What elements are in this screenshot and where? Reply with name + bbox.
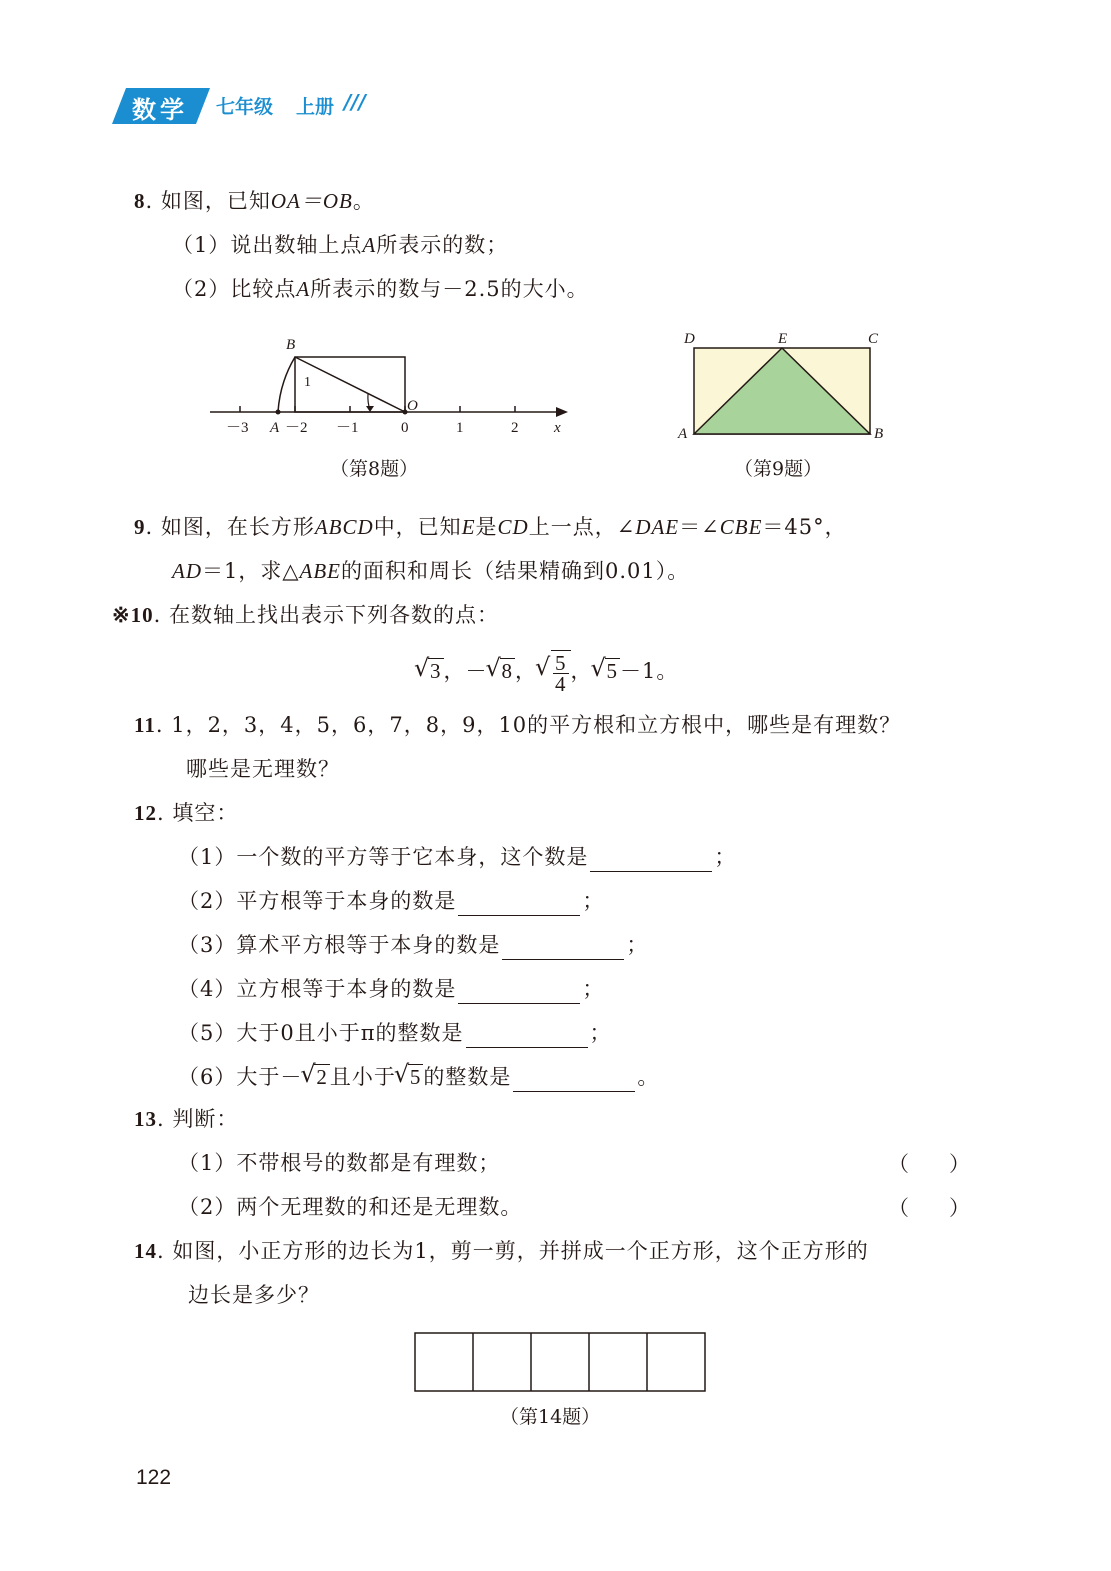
- q9-line1: 9. 如图，在长方形ABCD中，已知E是CD上一点，∠DAE＝∠CBE＝45°，: [134, 515, 847, 539]
- q11-line2: [186, 754, 340, 784]
- q9-t8: DAE: [635, 515, 680, 539]
- q13-answer-1[interactable]: [888, 1148, 970, 1178]
- q8-stem-text: 如图，已知: [160, 189, 271, 213]
- label-1: 1: [304, 375, 311, 390]
- answer-blank-6[interactable]: [513, 1067, 635, 1092]
- q13-paren-l-2: （: [888, 1196, 909, 1220]
- q12-item-2-end: ；: [582, 889, 605, 913]
- q8-part1: [172, 230, 508, 260]
- tick-label-4: 1: [456, 420, 464, 436]
- sqrt-2-value: 2: [316, 1065, 328, 1089]
- label-O: O: [407, 398, 418, 414]
- q9-t6: CD: [497, 515, 529, 539]
- label-B: B: [286, 337, 296, 353]
- sqrt-8: [488, 651, 516, 691]
- q9-t2: ABCD: [314, 515, 374, 539]
- sqrt-3-value: 3: [430, 659, 442, 683]
- frac-numerator: √ 5: [555, 650, 567, 675]
- q8-p2: （2）比较点: [172, 277, 297, 301]
- label-E: E: [778, 331, 788, 347]
- q12-item-5-end: ；: [589, 1021, 612, 1045]
- rotation-arrow-head: [366, 406, 374, 412]
- q12-item-1: [178, 842, 736, 872]
- page-number: 122: [136, 1466, 172, 1489]
- q11-number: 11: [134, 713, 156, 737]
- q12-item-4-text: （4）立方根等于本身的数是: [178, 977, 457, 1001]
- label-C: C: [868, 331, 879, 347]
- q9-t14: ABE: [299, 559, 341, 583]
- q9-t7: 上一点，∠: [528, 515, 636, 539]
- q8-p1-end: 所表示的数；: [376, 233, 509, 257]
- tick-label-3: 0: [401, 420, 409, 436]
- q12-item-3-text: （3）算术平方根等于本身的数是: [178, 933, 501, 957]
- sqrt-5: [593, 651, 621, 691]
- sqrt-5b-value: 5: [409, 1065, 422, 1089]
- q14-number: 14: [134, 1239, 157, 1263]
- tick-label-1: －2: [285, 420, 308, 436]
- q13-paren-l-1: （: [888, 1152, 909, 1176]
- sqrt-5b: [396, 1062, 424, 1092]
- header-decor: ///: [344, 90, 366, 114]
- q8-expr: OA＝OB: [270, 189, 353, 213]
- header-grade: 七年级: [216, 96, 274, 118]
- q8-p1: （1）说出数轴上点: [172, 233, 363, 257]
- q9-t13: ＝1，求△: [202, 559, 300, 583]
- q8-part2: [172, 274, 589, 304]
- header-volume: 上册: [296, 96, 335, 118]
- q10-sep1: ，－: [443, 659, 488, 683]
- q10-number: ※10: [112, 603, 154, 627]
- q8-stem: 8. 如图，已知OA＝OB。: [134, 189, 375, 213]
- q8-end: 。: [352, 189, 375, 213]
- q12-item-1-end: ；: [714, 845, 737, 869]
- q13-item-1-text: （1）不带根号的数都是有理数；: [178, 1151, 501, 1175]
- q12-item-2-text: （2）平方根等于本身的数是: [178, 889, 457, 913]
- q11-text2: 哪些是无理数？: [186, 757, 340, 781]
- fraction-5-4: [553, 650, 569, 696]
- q10-stem-text: 在数轴上找出表示下列各数的点：: [168, 603, 499, 627]
- sqrt-frac: [537, 650, 571, 694]
- q13-item-1: [178, 1148, 500, 1178]
- caption-fig9: （第9题）: [734, 458, 823, 480]
- q12-item-6-b: 且小于: [329, 1065, 396, 1089]
- q12-stem-text: 填空：: [172, 801, 239, 825]
- axis-ticks: [240, 406, 515, 412]
- q13-item-2-text: （2）两个无理数的和还是无理数。: [178, 1195, 523, 1219]
- q12-item-1-text: （1）一个数的平方等于它本身，这个数是: [178, 845, 589, 869]
- figure-14: [412, 1330, 708, 1394]
- q9-t3: 中，已知: [373, 515, 462, 539]
- q12-item-3-end: ；: [626, 933, 649, 957]
- caption-fig8: （第8题）: [330, 458, 419, 480]
- header-banner: [112, 86, 412, 126]
- answer-blank-4[interactable]: [458, 979, 580, 1004]
- q12-item-2: [178, 886, 604, 916]
- q9-t15: 的面积和周长（结果精确到0.01）。: [341, 559, 690, 583]
- q9-t10: CBE: [719, 515, 763, 539]
- answer-blank-2[interactable]: [458, 891, 580, 916]
- q12-item-3: [178, 930, 648, 960]
- q12-item-6-end: 。: [637, 1065, 660, 1089]
- answer-blank-1[interactable]: [590, 847, 712, 872]
- q12-number: 12: [134, 801, 157, 825]
- q10-sep2: ，: [515, 659, 537, 683]
- q14-text2: 边长是多少？: [188, 1283, 320, 1307]
- q10-numbers: [416, 650, 678, 694]
- sqrt-3: [416, 651, 444, 691]
- q12-item-6: [178, 1062, 659, 1092]
- q12-item-5-text: （5）大于0且小于π的整数是: [178, 1021, 464, 1045]
- q11-text1: 1，2，3，4，5，6，7，8，9，10的平方根和立方根中，哪些是有理数？: [171, 713, 902, 737]
- q9-t12: AD: [172, 559, 202, 583]
- q9-t5: 是: [475, 515, 498, 539]
- label-D: D: [684, 331, 695, 347]
- q13-paren-r-1: ）: [949, 1152, 970, 1176]
- label-B9: B: [874, 426, 884, 442]
- q9-t11: ＝45°，: [762, 515, 847, 539]
- figure-9: [672, 326, 892, 446]
- q9-t9: ＝∠: [679, 515, 720, 539]
- q13-stem-text: 判断：: [172, 1107, 239, 1131]
- squares-strip: [415, 1333, 705, 1391]
- q14-line1: 14. 如图，小正方形的边长为1，剪一剪，并拼成一个正方形，这个正方形的: [134, 1239, 869, 1263]
- q8-number: 8: [134, 189, 146, 213]
- label-A: A: [270, 420, 280, 436]
- q13-answer-2[interactable]: [888, 1192, 970, 1222]
- sqrt-8-value: 8: [501, 659, 513, 683]
- q14-line2: [188, 1280, 320, 1310]
- axis-label-x: x: [554, 420, 561, 436]
- q8-p2-point: A: [296, 277, 311, 301]
- diagonal-OB: [295, 357, 405, 412]
- q10-stem: ※10. 在数轴上找出表示下列各数的点：: [112, 603, 499, 627]
- q12-item-4-end: ；: [582, 977, 605, 1001]
- header-subject: 数学: [132, 96, 188, 124]
- answer-blank-5[interactable]: [466, 1023, 588, 1048]
- caption-fig14: （第14题）: [500, 1406, 601, 1428]
- tick-label-0: －3: [226, 420, 249, 436]
- figure-8: [200, 330, 580, 442]
- q13-number: 13: [134, 1107, 157, 1131]
- q12-item-6-a: （6）大于－: [178, 1065, 303, 1089]
- sqrt-2: [302, 1062, 330, 1092]
- q13-paren-r-2: ）: [949, 1196, 970, 1220]
- q12-stem: 12. 填空：: [134, 801, 239, 825]
- frac-denominator: 4: [555, 671, 567, 696]
- axis-arrow: [556, 407, 568, 417]
- q9-line2: [172, 556, 689, 586]
- tick-label-5: 2: [511, 420, 519, 436]
- answer-blank-3[interactable]: [502, 935, 624, 960]
- q13-stem: 13. 判断：: [134, 1107, 239, 1131]
- label-A9: A: [678, 426, 688, 442]
- q12-item-4: [178, 974, 604, 1004]
- q10-sep3: ，: [570, 659, 593, 683]
- q13-item-2: [178, 1192, 522, 1222]
- q11-line1: 11. 1，2，3，4，5，6，7，8，9，10的平方根和立方根中，哪些是有理数？: [134, 713, 902, 737]
- q9-t4: E: [461, 515, 476, 539]
- q14-text1: 如图，小正方形的边长为1，剪一剪，并拼成一个正方形，这个正方形的: [172, 1239, 869, 1263]
- q12-item-5: [178, 1018, 612, 1048]
- q10-tail: －1。: [620, 659, 679, 683]
- q8-p2-end: 所表示的数与－2.5的大小。: [310, 277, 589, 301]
- q9-t1: 如图，在长方形: [160, 515, 315, 539]
- arc-BA: [278, 357, 295, 412]
- q9-number: 9: [134, 515, 146, 539]
- q12-item-6-c: 的整数是: [423, 1065, 512, 1089]
- sqrt-5-value: 5: [606, 659, 618, 683]
- tick-label-2: －1: [336, 420, 359, 436]
- q8-p1-point: A: [362, 233, 377, 257]
- point-A: [276, 410, 281, 415]
